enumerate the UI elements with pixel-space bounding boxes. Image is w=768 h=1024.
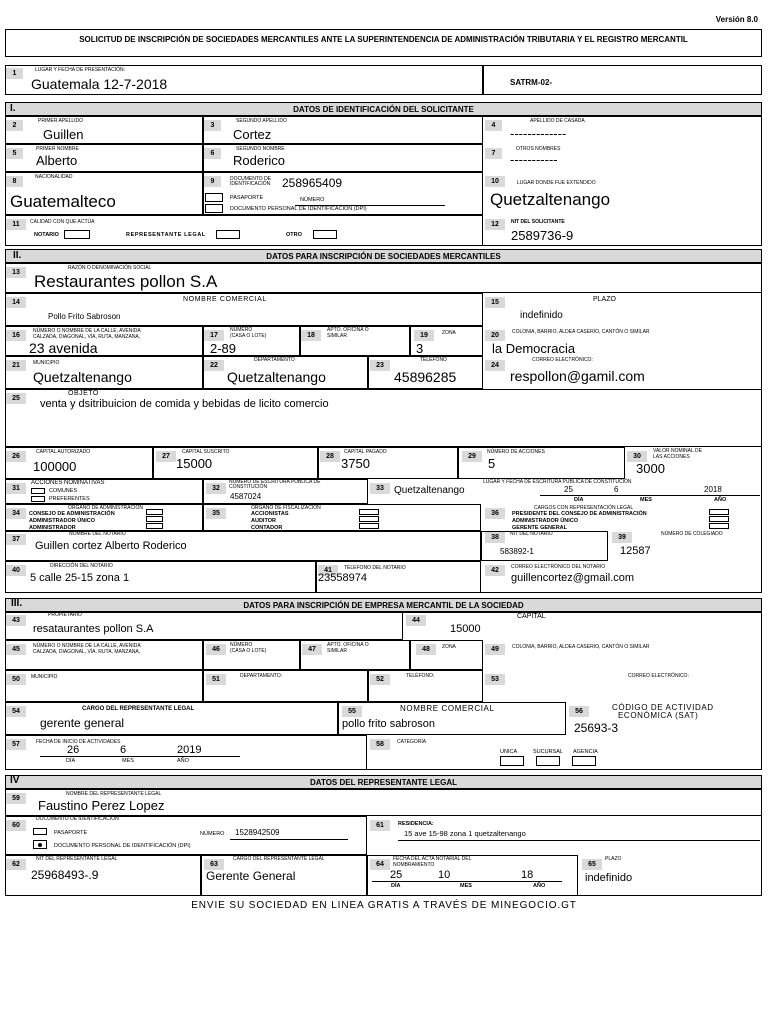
appointment-date-label-2: NOMBRAMIENTO [393,862,435,868]
company-phone-label: TELÉFONO: [406,673,435,679]
rep-id-number-line [230,839,348,840]
oversight-organ-label: ORGANO DE FISCALIZACIÓN [251,505,321,511]
term-label: PLAZO [593,296,616,303]
sole-admin-rep-option-label: ADMINISTRADOR ÚNICO [512,518,578,524]
general-manager-checkbox[interactable] [709,523,729,529]
company-street-label-2: CALZADA, DIAGONAL, VÍA, RUTA, MANZANA, [33,649,141,655]
company-street-label-1: NÚMERO O NOMBRE DE LA CALLE, AVENIDA [33,643,141,649]
rep-id-number-value[interactable]: 1528942509 [235,828,280,837]
board-president-checkbox[interactable] [709,509,729,515]
rep-position-label: CARGO DEL REPRESENTANTE LEGAL [82,706,195,712]
field-2-box [5,116,203,144]
appointment-date-label-1: FECHA DEL ACTA NOTARIAL DEL [393,856,472,862]
acting-capacity-label: CALIDAD CON QUE ACTÚA [30,219,95,225]
deed-date-line [540,495,760,496]
field-number: 58 [370,739,390,750]
field-number: 63 [204,859,224,870]
notary-name-value[interactable]: Guillen cortez Alberto Roderico [35,540,187,552]
applicant-nit-value[interactable]: 2589736-9 [511,228,574,243]
company-name-label: RAZÓN O DENOMINACIÓN SOCIAL [68,265,152,271]
field-51-box [203,670,368,702]
field-number: 47 [302,644,322,655]
issued-place-value[interactable]: Quetzaltenango [490,190,611,209]
section-2-title: DATOS PARA INSCRIPCIÓN DE SOCIEDADES MERCANTILES [266,252,501,261]
field-number: 16 [6,330,26,341]
notary-email-value[interactable]: guillencortez@gmail.com [511,572,635,584]
category-agency-label: AGENCIA [573,749,598,755]
field-number: 10 [485,176,505,187]
second-surname-value[interactable]: Cortez [233,127,272,142]
subscribed-capital-label: CAPITAL SUSCRITO [182,449,230,455]
company-trade-name-label: NOMBRE COMERCIAL [400,704,495,713]
field-number: 15 [485,297,505,308]
appointment-year-label: AÑO [533,883,546,889]
shareholders-checkbox[interactable] [359,509,379,515]
section-3-number: III. [11,598,23,609]
field-number: 54 [6,706,26,717]
apt-label-2: SIMILAR [327,333,348,339]
notary-phone-value[interactable]: 23558974 [318,572,367,584]
common-shares-checkbox[interactable] [31,488,45,494]
auditor-checkbox[interactable] [359,516,379,522]
start-month-label: MES [122,758,134,764]
deed-year-value[interactable]: 2018 [704,485,722,494]
section-2-number: II. [13,250,22,261]
subscribed-capital-value[interactable]: 15000 [176,456,213,471]
deed-day-value[interactable]: 25 [564,485,573,494]
apt-label-1: APTO. OFICINA O [327,327,369,333]
company-neighborhood-label: COLONIA, BARRIO, ALDEA CASERIO, CANTÓN O SIMILAR [512,644,650,650]
category-agency-checkbox[interactable] [572,756,596,766]
residence-line [398,840,760,841]
section-3-header [5,598,762,612]
rep-position-value[interactable]: gerente general [40,716,125,730]
appointment-date-line [372,881,562,882]
authorized-capital-value[interactable]: 100000 [33,459,77,474]
appointment-month-value[interactable]: 10 [438,869,451,881]
phone-label: TELEFONO [420,357,447,363]
company-zone-label: ZONA [442,644,456,650]
field-number: 26 [6,451,26,462]
shareholders-option-label: ACCIONISTAS [251,511,289,517]
company-department-label: DEPARTAMENTO: [240,673,283,679]
capital-value[interactable]: 15000 [450,623,481,635]
field-number: 43 [6,615,26,626]
legal-rep-positions-label: CARGOS CON REPRESENTACIÓN LEGAL [534,505,634,511]
notary-nit-value[interactable]: 583892-1 [500,547,534,556]
field-number: 12 [485,219,505,230]
zone-value[interactable]: 3 [416,341,424,356]
nationality-label: NACIONALIDAD [35,174,73,180]
street-value[interactable]: 23 avenida [29,340,98,356]
start-date-line [40,756,240,757]
admin-organ-label: ORGANO DE ADMINISTRACIÓN [68,505,144,511]
version-label: Versión 8.0 [715,15,758,24]
start-date-label: FECHA DE INICIO DE ACTIVIDADES [36,739,121,745]
deed-day-label: DÍA [574,497,584,503]
field-number: 44 [406,615,426,626]
notary-option-label: NOTARIO [34,232,59,238]
residence-value[interactable]: 15 ave 15-98 zona 1 quetzaltenango [404,829,526,838]
category-unique-label: UNICA [500,749,518,755]
field-number: 46 [206,644,226,655]
email-label: CORREO ELECTRÓNICO: [532,357,593,363]
field-number: 56 [569,706,589,717]
first-surname-value[interactable]: Guillen [43,127,84,142]
house-number-label-2: (CASA O LOTE) [230,333,267,339]
preferred-shares-label: PREFERENTES [49,496,90,502]
deed-number-value[interactable]: 4587024 [230,492,262,501]
married-surname-value[interactable]: ------------- [510,126,567,141]
rep-passport-checkbox[interactable] [33,828,47,835]
deed-month-label: MES [640,497,652,503]
field-number: 18 [301,330,321,341]
term-value[interactable]: indefinido [520,310,563,321]
field-number: 24 [485,360,505,371]
board-president-option-label: PRESIDENTE DEL CONSEJO DE ADMINISTRACIÓN [512,511,647,517]
field-number: 4 [485,120,502,131]
shares-count-label: NÚMERO DE ACCIONES [487,449,545,455]
company-apt-label-2: SIMILAR [327,648,348,654]
admin-option-label: ADMINISTRADOR [29,525,76,531]
field-number: 49 [485,644,505,655]
presentation-label: LUGAR Y FECHA DE PRESENTACIÓN: [35,67,126,73]
start-day-label: DÍA [66,758,76,764]
board-option-label: CONSEJO DE ADMINISTRACIÓN [29,511,115,517]
notary-checkbox[interactable] [64,230,90,239]
field-number: 7 [485,148,502,159]
field-number: 32 [206,483,226,494]
common-shares-label: COMUNES [49,488,78,494]
share-value-label-1: VALOR NOMINAL DE [653,448,702,454]
field-number: 42 [485,565,505,576]
purpose-label: OBJETO [68,390,99,397]
municipality-label: MUNICIPIO [33,360,60,366]
rep-dpi-label: DOCUMENTO PERSONAL DE IDENTIFICACIÓN (DPI) [54,843,191,849]
section-3-title: DATOS PARA INSCRIPCIÓN DE EMPRESA MERCANTIL DE LA SOCIEDAD [243,601,524,610]
nationality-value[interactable]: Guatemalteco [10,192,116,211]
owner-label: PROPIETARIO [48,612,82,618]
admin-checkbox[interactable] [146,523,163,529]
capital-label: CAPITAL [517,613,546,620]
section-4-number: IV [10,775,20,786]
email-value[interactable]: respollon@gamil.com [510,368,645,384]
passport-checkbox[interactable] [205,193,223,202]
field-number: 55 [342,706,362,717]
notary-nit-label: NIT DEL NOTARIO [510,531,553,537]
preferred-shares-checkbox[interactable] [31,496,45,502]
field-number: 41 [318,565,338,576]
id-document-label-1: DOCUMENTO DE [230,176,272,182]
field-number: 59 [6,793,26,804]
notary-phone-label: TELEFONO DEL NOTARIO [344,565,406,571]
passport-option-label: PASAPORTE [230,195,264,201]
id-document-value[interactable]: 258965409 [282,176,343,190]
sole-admin-checkbox[interactable] [146,516,163,522]
field-number: 39 [612,532,632,543]
field-number: 37 [6,534,26,545]
field-number: 53 [485,674,505,685]
field-number: 22 [204,360,224,371]
field-number: 5 [6,148,23,159]
shares-count-value[interactable]: 5 [488,456,496,471]
field-number: 19 [414,330,434,341]
notary-license-value[interactable]: 12587 [620,545,651,557]
field-35-box [203,504,481,531]
field-number: 20 [485,330,505,341]
legal-rep-name-label: NOMBRE DEL REPRESENTANTE LEGAL [66,791,162,797]
field-number: 30 [627,451,647,462]
deed-year-label: AÑO [714,497,727,503]
field-number: 36 [485,508,505,519]
field-number: 52 [370,674,390,685]
paid-capital-value[interactable]: 3750 [341,456,370,471]
rep-id-doc-label: DOCUMENTO DE IDENTIFICACIÓN [36,816,119,822]
start-day-value[interactable]: 26 [67,744,80,756]
appointment-day-label: DÍA [391,883,401,889]
other-option-label: OTRO [286,232,302,238]
passport-number-label: NÚMERO [300,197,325,203]
category-branch-label: SUCURSAL [533,749,563,755]
company-email-label: CORREO ELECTRÓNICO: [628,673,689,679]
notary-license-label: NÚMERO DE COLEGIADO [661,531,723,537]
activity-code-label-2: ECONÓMICA (SAT) [618,711,699,720]
field-number: 31 [6,483,26,494]
field-number: 65 [582,859,602,870]
owner-value[interactable]: resataurantes pollon S.A [33,623,154,635]
company-trade-name-value[interactable]: pollo frito sabroson [342,718,435,730]
section-1-header [5,102,762,116]
form-title-box [5,29,762,57]
field-number: 62 [6,859,26,870]
accountant-checkbox[interactable] [359,523,379,529]
deed-place-date-label: LUGAR Y FECHA DE ESCRITURA PÚBLICA DE CONSTITUCIÓN [483,479,632,485]
field-number: 9 [204,176,221,187]
field-number: 17 [204,330,224,341]
married-surname-label: APELLIDO DE CASADA [530,118,585,124]
other-checkbox[interactable] [313,230,337,239]
sole-admin-option-label: ADMINISTRADOR ÚNICO [29,518,95,524]
field-number: 38 [485,532,505,543]
purpose-value[interactable]: venta y dsitribuicion de comida y bebidas de licito comercio [40,398,329,410]
accountant-option-label: CONTADOR [251,525,283,531]
share-value-label-2: LAS ACCIONES [653,454,690,460]
issued-place-label: LUGAR DONDE FUE EXTENDIDO [517,180,596,186]
share-value-value[interactable]: 3000 [636,461,665,476]
field-number: 34 [6,508,26,519]
field-number: 33 [370,483,390,494]
field-number: 25 [6,393,26,404]
house-number-value[interactable]: 2-89 [210,341,237,356]
house-number-label-1: NÚMERO [230,327,253,333]
field-number: 61 [370,820,390,831]
neighborhood-value[interactable]: la Democracia [492,341,576,356]
legal-rep-option-label: REPRESENTANTE LEGAL [126,232,206,238]
field-number: 40 [6,565,26,576]
deed-number-label-2: CONSTITUCIÓN [229,484,268,490]
appointment-year-value[interactable]: 18 [521,869,534,881]
section-1-title: DATOS DE IDENTIFICACIÓN DEL SOLICITANTE [293,105,474,114]
field-number: 3 [204,120,221,131]
field-number: 1 [6,68,23,79]
applicant-nit-label: NIT DEL SOLICITANTE [511,219,565,225]
field-number: 2 [6,120,23,131]
notary-address-label: DIRECCIÓN DEL NOTARIO [50,563,113,569]
second-name-label: SEGUNDO NOMBRE [236,146,285,152]
rep-term-label: PLAZO [605,856,622,862]
first-surname-label: PRIMER APELLIDO [38,118,84,124]
appointment-month-label: MES [460,883,472,889]
field-number: 29 [462,451,482,462]
residence-label: RESIDENCIA: [398,821,434,827]
form-code: SATRM-02- [510,78,553,87]
zone-label: ZONA [442,330,456,336]
rep-nit-label: NIT DEL REPRESENTANTE LEGAL [36,856,118,862]
appointment-day-value[interactable]: 25 [390,869,403,881]
field-number: 45 [6,644,26,655]
section-1-number: I. [10,103,16,114]
section-4-title: DATOS DEL REPRESENTANTE LEGAL [310,778,457,787]
rep-position-label-2: CARGO DEL REPRESENTANTE LEGAL [233,856,325,862]
field-number: 57 [6,739,26,750]
trade-name-value[interactable]: Pollo Frito Sabroson [48,312,121,321]
field-number: 8 [6,176,23,187]
nominative-shares-label: ACCIONES NOMINATIVAS [31,480,105,486]
category-label: CATEGORÍA [397,739,427,745]
form-title: SOLICITUD DE INSCRIPCIÓN DE SOCIEDADES MERCANTILES ANTE LA SUPERINTENDENCIA DE ADMINISTRACIÓN TRIBUTARIA Y EL REGISTRO MERCANTIL [79,35,688,44]
trade-name-label: NOMBRE COMERCIAL [183,296,267,303]
dpi-option-label: DOCUMENTO PERSONAL DE IDENTIFICACIÓN (DPI) [230,206,367,212]
field-number: 48 [416,644,436,655]
field-number: 23 [370,360,390,371]
field-number: 51 [206,674,226,685]
dpi-checkbox[interactable] [205,204,223,213]
company-name-value[interactable]: Restaurantes pollon S.A [34,272,218,291]
field-number: 28 [320,451,340,462]
other-names-label: OTROS NOMBRES [516,146,561,152]
start-year-value[interactable]: 2019 [177,744,202,756]
company-apt-label-1: APTO. OFICINA O [327,642,369,648]
second-surname-label: SEGUNDO APELLIDO [236,118,287,124]
company-municipality-label: MUNICIPIO [31,674,58,680]
rep-dpi-checkbox[interactable] [33,840,47,849]
company-house-label-1: NÚMERO [230,642,253,648]
second-name-value[interactable]: Roderico [233,153,286,168]
paid-capital-label: CAPITAL PAGADO [344,449,387,455]
field-number: 35 [206,508,226,519]
presentation-place-date[interactable]: Guatemala 12-7-2018 [31,76,168,92]
field-number: 27 [156,451,176,462]
board-checkbox[interactable] [146,509,163,515]
deed-number-label-1: NÚMERO DE ESCRITURA PÚBLICA DE [229,479,321,485]
field-5-box [5,144,203,172]
checked-dot-icon [38,843,42,847]
general-manager-option-label: GERENTE GENERAL [512,525,568,531]
field-number: 14 [6,297,26,308]
first-name-label: PRIMER NOMBRE [36,146,79,152]
rep-term-value[interactable]: indefinido [585,872,633,884]
other-names-value[interactable]: ----------- [510,152,558,167]
first-name-value[interactable]: Alberto [36,153,78,168]
field-number: 6 [204,148,221,159]
deed-place-value[interactable]: Quetzaltenango [394,485,465,496]
section-4-header [5,775,762,789]
company-house-label-2: (CASA O LOTE) [230,648,267,654]
field-number: 50 [6,674,26,685]
phone-value[interactable]: 45896285 [394,369,457,385]
field-number: 11 [6,219,26,230]
notary-email-label: CORREO ELECTRÓNICO DEL NOTARIO [511,564,606,570]
field-number: 13 [6,267,26,278]
id-document-label-2: IDENTIFICACIÓN [230,181,271,187]
start-year-label: AÑO [177,758,189,764]
activity-code-value[interactable]: 25693-3 [574,721,619,735]
rep-passport-label: PASAPORTE [54,830,88,836]
municipality-value[interactable]: Quetzaltenango [33,369,132,385]
street-label-2: CALZADA, DIAGONAL, VÍA, RUTA, MANZANA, [33,334,141,340]
category-branch-checkbox[interactable] [536,756,560,766]
legal-rep-name-value[interactable]: Faustino Perez Lopez [38,798,165,813]
activity-code-label-1: CÓDIGO DE ACTIVIDAD [612,703,714,712]
department-value[interactable]: Quetzaltenango [227,369,326,385]
footer-link-text: ENVIE SU SOCIEDAD EN LINEA GRATIS A TRAVÉS DE MINEGOCIO.GT [191,900,577,911]
neighborhood-label: COLONIA, BARRIO, ALDEA CASERIO, CANTÓN O SIMILAR [512,329,650,335]
rep-nit-value[interactable]: 25968493-.9 [31,868,99,882]
notary-address-value[interactable]: 5 calle 25-15 zona 1 [30,572,130,584]
field-number: 60 [6,820,26,831]
start-month-value[interactable]: 6 [120,744,127,756]
auditor-option-label: AUDITOR [251,518,276,524]
department-label: DEPARTAMENTO [254,357,295,363]
deed-month-value[interactable]: 6 [614,485,619,494]
legal-rep-checkbox[interactable] [216,230,240,239]
street-label-1: NÚMERO O NOMBRE DE LA CALLE, AVENIDA [33,328,141,334]
field-number: 21 [6,360,26,371]
notary-name-label: NOMBRE DEL NOTARIO [69,531,126,537]
sole-admin-rep-checkbox[interactable] [709,516,729,522]
section-2-header [5,249,762,263]
rep-position-value-2[interactable]: Gerente General [206,869,296,883]
field-number: 64 [370,859,390,870]
rep-number-label: NÚMERO [200,831,225,837]
authorized-capital-label: CAPITAL AUTORIZADO [36,449,91,455]
category-unique-checkbox[interactable] [500,756,524,766]
